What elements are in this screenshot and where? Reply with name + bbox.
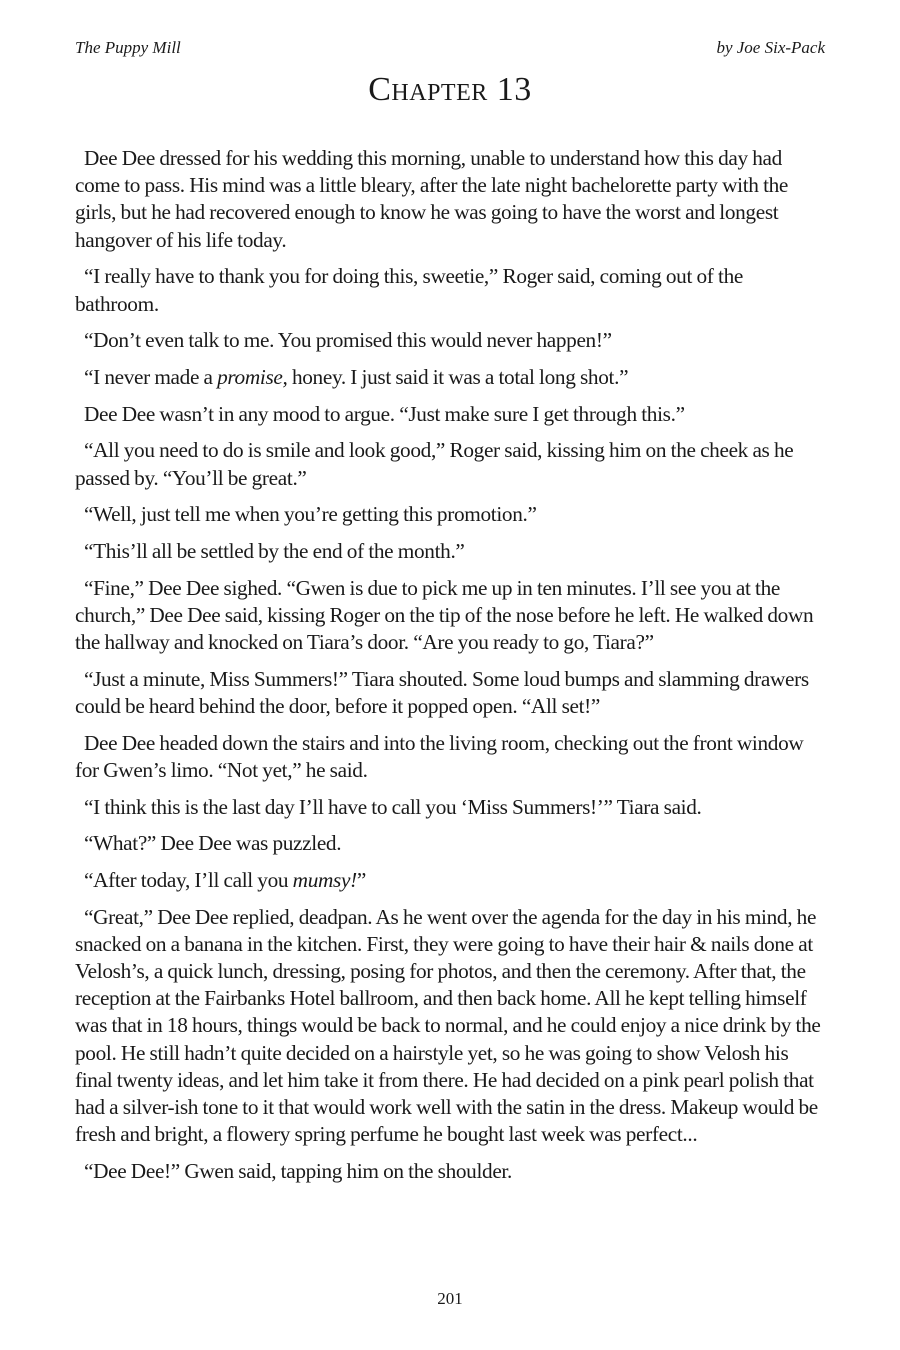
paragraph-text: Dee Dee dressed for his wedding this morning, unable to understand how this day had come to pass. His mind was a little bleary, after the late night bachelorette party with the girls, but he had recovered enough to know he was going to have the worst and longest hangover of his life today. xyxy=(75,146,789,252)
paragraph xyxy=(75,1158,830,1185)
paragraph xyxy=(75,575,830,657)
paragraph-text: “Don’t even talk to me. You promised this would never happen!” xyxy=(84,328,612,353)
paragraph-text: “I think this is the last day I’ll have to call you ‘Miss Summers!’” Tiara said. xyxy=(84,794,702,819)
paragraph-text: ” xyxy=(356,867,366,892)
paragraph-italic-text: promise, xyxy=(217,364,288,389)
running-head-author: by Joe Six-Pack xyxy=(716,38,825,57)
body-text xyxy=(75,145,830,1195)
paragraph-text: “All you need to do is smile and look good,” Roger said, kissing him on the cheek as he passed by. “You’ll be great.” xyxy=(75,438,794,490)
paragraph-text: “Well, just tell me when you’re getting this promotion.” xyxy=(84,502,537,527)
paragraph-text: honey. I just said it was a total long shot.” xyxy=(287,364,629,389)
chapter-title: Chapter 13 xyxy=(368,71,532,108)
paragraph xyxy=(75,401,830,428)
paragraph xyxy=(75,538,830,565)
paragraph xyxy=(75,794,830,821)
paragraph xyxy=(75,830,830,857)
paragraph xyxy=(75,327,830,354)
running-head xyxy=(75,38,825,62)
paragraph-text: “This’ll all be settled by the end of the month.” xyxy=(84,538,465,563)
paragraph xyxy=(75,867,830,894)
paragraph-text: “Just a minute, Miss Summers!” Tiara shouted. Some loud bumps and slamming drawers could be heard behind the door, before it popped open. “All set!” xyxy=(75,666,809,718)
paragraph-italic-text: mumsy! xyxy=(292,867,357,892)
paragraph-text: Dee Dee headed down the stairs and into the living room, checking out the front window for Gwen’s limo. “Not yet,” he said. xyxy=(75,730,804,782)
paragraph xyxy=(75,730,830,784)
paragraph-text: Dee Dee wasn’t in any mood to argue. “Just make sure I get through this.” xyxy=(84,401,685,426)
paragraph-text: “I never made a xyxy=(84,364,218,389)
paragraph xyxy=(75,263,830,317)
paragraph-text: “Fine,” Dee Dee sighed. “Gwen is due to pick me up in ten minutes. I’ll see you at the church,” Dee Dee said, kissing Roger on the tip of the nose before he left. He walked down the hallway and knocked on Tiara’s door. “Are you ready to go, Tiara?” xyxy=(75,575,814,655)
paragraph xyxy=(75,437,830,491)
paragraph-text: “I really have to thank you for doing this, sweetie,” Roger said, coming out of the bathroom. xyxy=(75,264,743,316)
paragraph xyxy=(75,145,830,254)
paragraph xyxy=(75,364,830,391)
paragraph-text: “Great,” Dee Dee replied, deadpan. As he went over the agenda for the day in his mind, he snacked on a banana in the kitchen. First, they were going to have their hair & nails done at Velosh’s, a quick lunch, dressing, posing for photos, and then the ceremony. After that, the reception at the Fairbanks Hotel ballroom, and then back home. All he kept telling himself was that in 18 hours, things would be back to normal, and he could enjoy a nice drink by the pool. He still hadn’t quite decided on a hairstyle yet, so he was going to show Velosh his final twenty ideas, and let him take it from there. He had decided on a pink pearl polish that had a silver-ish tone to it that would work well with the satin in the dress. Makeup would be fresh and bright, a flowery spring perfume he bought last week was perfect... xyxy=(75,904,821,1147)
paragraph xyxy=(75,666,830,720)
paragraph-text: “Dee Dee!” Gwen said, tapping him on the shoulder. xyxy=(84,1159,512,1183)
paragraph xyxy=(75,904,830,1149)
paragraph-text: “What?” Dee Dee was puzzled. xyxy=(84,831,342,856)
paragraph xyxy=(75,501,830,528)
running-head-book-title: The Puppy Mill xyxy=(75,38,181,57)
paragraph-text: “After today, I’ll call you xyxy=(84,867,293,892)
page-number: 201 xyxy=(437,1289,463,1308)
